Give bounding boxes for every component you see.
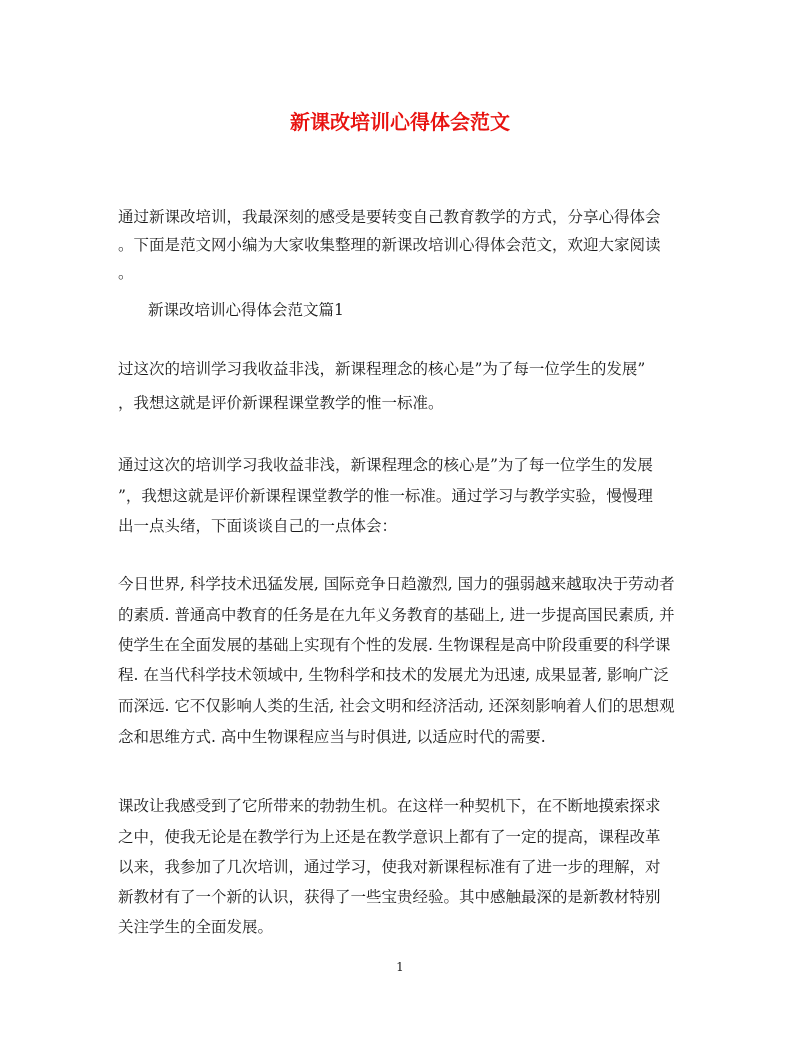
section-subheading: 新课改培训心得体会范文篇1 [148,301,344,319]
paragraph-line: ”，我想这就是评价新课程课堂教学的惟一标准。通过学习与教学实验，慢慢理 [118,487,653,505]
paragraph-line: 通过这次的培训学习我收益非浅，新课程理念的核心是”为了每一位学生的发展 [118,456,653,474]
paragraph-line: 程. 在当代科学技术领域中, 生物科学和技术的发展尤为迅速, 成果显著, 影响广泛 [118,666,669,684]
intro-line: 。下面是范文网小编为大家收集整理的新课改培训心得体会范文，欢迎大家阅读 [118,236,661,254]
paragraph-line: 而深远. 它不仅影响人类的生活, 社会文明和经济活动, 还深刻影响着人们的思想观 [118,697,675,715]
paragraph-line: 的素质. 普通高中教育的任务是在九年义务教育的基础上, 进一步提高国民素质, 并 [118,606,675,624]
paragraph-line: 念和思维方式. 高中生物课程应当与时俱进, 以适应时代的需要. [118,728,546,746]
page-number: 1 [396,960,404,974]
paragraph-line: 使学生在全面发展的基础上实现有个性的发展. 生物课程是高中阶段重要的科学课 [118,636,671,654]
paragraph-line: 课改让我感受到了它所带来的勃勃生机。在这样一种契机下，在不断地摸索探求 [118,797,661,815]
paragraph-line: 过这次的培训学习我收益非浅，新课程理念的核心是”为了每一位学生的发展” [118,360,646,378]
paragraph-line: 今日世界, 科学技术迅猛发展, 国际竞争日趋激烈, 国力的强弱越来越取决于劳动者 [118,575,675,593]
paragraph-line: 以来，我参加了几次培训，通过学习，使我对新课程标准有了进一步的理解，对 [118,858,661,876]
paragraph-line: 新教材有了一个新的认识，获得了一些宝贵经验。其中感触最深的是新教材特别 [118,888,661,906]
document-title: 新课改培训心得体会范文 [290,110,510,134]
paragraph-line: 关注学生的全面发展。 [118,918,274,936]
paragraph-line: 之中，使我无论是在教学行为上还是在教学意识上都有了一定的提高，课程改革 [118,828,661,846]
paragraph-line: 出一点头绪，下面谈谈自己的一点体会： [118,517,398,535]
intro-line: 。 [118,264,134,282]
paragraph-line: ，我想这就是评价新课程课堂教学的惟一标准。 [118,394,444,412]
intro-line: 通过新课改培训，我最深刻的感受是要转变自己教育教学的方式，分享心得体会 [118,208,661,226]
